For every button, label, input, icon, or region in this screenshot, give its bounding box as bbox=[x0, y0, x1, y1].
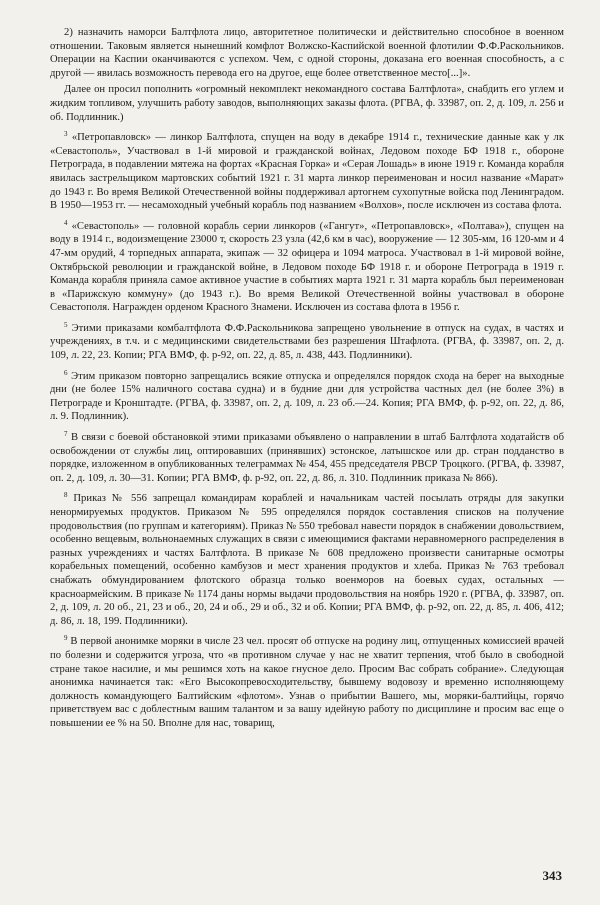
footnote-number: 8 bbox=[64, 491, 68, 500]
footnote-number: 4 bbox=[64, 218, 68, 227]
note-text: «Петропавловск» — линкор Балтфлота, спущен на воду в декабре 1914 г., технические данные как у лк «Севастополь», Участвовал в 1-й мировой и гражданской войнах, Ледовом походе БФ 1918 г., обороне Петрограда, в подавлении мятежа на фортах «Красная Горка» и «Серая Лошадь» в июне 1919 г. Команда корабля явилась застрельщиком мартовских событий 1921 г. 31 марта линкор переименован и носил название «Марат» до 1943 г. Во время Великой Отечественной войны поддерживал артогнем сухопутные войска под Ленинградом. В 1950—1953 гг. — несамоходный учебный корабль под названием «Волхов», после исключен из состава флота. bbox=[50, 132, 565, 212]
footnote-7 bbox=[50, 431, 564, 485]
note-text: Этим приказом повторно запрещались всякие отпуска и определялся порядок схода на берег на выходные дни (не более 15% наличного состава судна) и в будние дни для устройства частных дел (не более 3%) в Петрограде и Кронштадте. (РГВА, ф. 33987, оп. 2, д. 109, л. 23 об.—24. Копия; РГА ВМФ, ф. р-92, оп. 22, д. 86, л. 9. Подлинник). bbox=[50, 370, 564, 423]
footnote-2-continuation bbox=[50, 26, 564, 80]
note-text: Приказ № 556 запрещал командирам кораблей и начальникам частей посылать отряды для закупки ненормируемых продуктов. Приказом № 595 определялся порядок составления списков на получение продовольствия (по группам и категориям). Приказ № 550 требовал навести порядок в снабжении довольствием, особенно вещевым, вольнонаемных служащих в связи с имеющимися фактами неравномерного распределения в разных учреждениях и частях Балтфлота. В приказе № 608 предложено произвести санитарные осмотры корабельных помещений, особенно камбузов и мест хранения продуктов и хлеба. Приказ № 763 требовал снабжать обмундированием флотского образца только военморов на боевых судах, остальных — красноармейским. В приказе № 1174 даны нормы выдачи продовольствия на ноябрь 1920 г. (РГВА, ф. 33987, оп. 2, д. 109, л. 20 об., 21, 23 и об., 20, 24 и об., 29 и об., 32 и об. Копии; РГА ВМФ, ф. р-92, оп. 22, д. 85, л. 406, 412; д. 86, л. 18, 199. Подлинники). bbox=[50, 493, 565, 627]
footnote-4 bbox=[50, 220, 564, 315]
footnote-number: 7 bbox=[64, 430, 68, 439]
footnote-6 bbox=[50, 370, 564, 424]
note-text: В первой анонимке моряки в числе 23 чел. просят об отпуске на родину лиц, отпущенных комиссией врачей по болезни и содержится угроза, что «в противном случае у нас не хватит терпения, чтоб было в свободной стране такое насилие, и мы решимся хоть на какое гнусное дело. Просим Вас собрать собрание». Следующая анонимка начинается так: «Его Высокопревосходительству, бывшему водовозу и временно исполняющему должность командующего Балтийским «флотом». Узнав о прибытии Вашего, мы, моряки-балтийцы, горячо приветствуем вас с доблестным вашим талантом и за вашу идейную работу по дисциплине и просим вас еще о повышении ее % на 50. Вполне для нас, товарищ, bbox=[50, 636, 565, 729]
footnote-number: 3 bbox=[64, 130, 68, 139]
footnote-number: 9 bbox=[64, 634, 68, 643]
footnote-3 bbox=[50, 131, 564, 213]
page-number: 343 bbox=[542, 868, 562, 883]
note-text: 2) назначить наморси Балтфлота лицо, авторитетное политически и действительно способное в военном отношении. Таковым является нынешний комфлот Волжско-Каспийской военной флотилии Ф.Ф.Раскольников. Операции на Каспии оканчиваются с успехом. Чем, с одной стороны, доказана его военная способность, а с другой — явилась возможность перевода его на другое, еще более ответственное место[...]». bbox=[50, 27, 564, 79]
note-text: «Севастополь» — головной корабль серии линкоров («Гангут», «Петропавловск», «Полтава»), спущен на воду в 1914 г., водоизмещение 23000 т, скорость 23 узла (42,6 км в час), вооружение — 12 305-мм, 16 120-мм и 4 47-мм орудий, 4 торпедных аппарата, экипаж — 32 офицера и 1094 матроса. Участвовал в 1-й мировой войне, Октябрьской революции и гражданской войне, в Ледовом походе БФ 1918 г. и обороне Петрограда в 1919 г. Команда корабля приняла самое активное участие в событиях марта 1921 г. 31 марта корабль был переименован в «Парижскую коммуну» (до 1943 г.). Во время Великой Отечественной войны участвовал в обороне Севастополя. Награжден орденом Красного Знамени. Исключен из состава флота в 1956 г. bbox=[50, 220, 564, 314]
footnote-2-tail bbox=[50, 83, 564, 124]
footnote-8 bbox=[50, 492, 564, 628]
footnote-number: 6 bbox=[64, 368, 68, 377]
note-text: Далее он просил пополнить «огромный некомплект некомандного состава Балтфлота», снабдить его углем и жидким топливом, улучшить работу заводов, выполняющих заказы флота. (РГВА, ф. 33987, оп. 2, д. 109, л. 256 и об. Подлинник.) bbox=[50, 84, 564, 123]
note-text: Этими приказами комбалтфлота Ф.Ф.Раскольникова запрещено увольнение в отпуск на судах, в частях и учреждениях, в т.ч. и с медицинскими свидетельствами без разрешения Штафлота. (РГВА, ф. 33987, оп. 2, д. 109, л. 22, 23. Копии; РГА ВМФ, ф. р-92, оп. 22, д. 85, л. 438, 443. Подлинники). bbox=[50, 322, 564, 362]
footnote-9 bbox=[50, 635, 564, 730]
note-text: В связи с боевой обстановкой этими приказами объявлено о направлении в штаб Балтфлота ходатайств об освобождении от службы лиц, оптировавших (принявших) эстонское, латышское или др. стран подданство в порядке, изложенном в опубликованных телеграммах № 454, 455 председателя РВСР Троцкого. (РГВА, ф. 33987, оп. 2, д. 109, л. 30—31. Копии; РГА ВМФ, ф. р-92, оп. 22, д. 86, л. 310. Подлинник приказа № 866). bbox=[50, 432, 564, 484]
footnote-number: 5 bbox=[64, 320, 68, 329]
footnote-5 bbox=[50, 322, 564, 363]
